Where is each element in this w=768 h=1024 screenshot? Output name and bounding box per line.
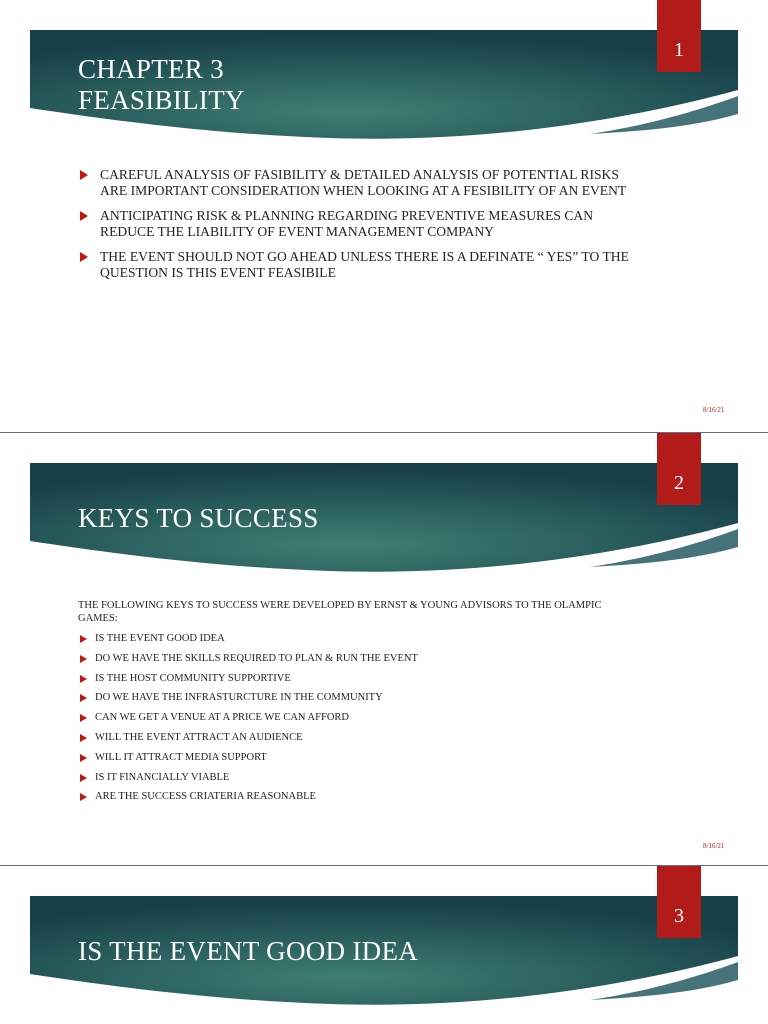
list-item: DO WE HAVE THE SKILLS REQUIRED TO PLAN & RUN THE EVENT — [78, 653, 638, 666]
list-item: IS THE EVENT GOOD IDEA — [78, 633, 638, 646]
slide-title: KEYS TO SUCCESS — [78, 503, 319, 533]
list-item: CAN WE GET A VENUE AT A PRICE WE CAN AFFORD — [78, 712, 638, 725]
list-item: CAREFUL ANALYSIS OF FASIBILITY & DETAILED ANALYSIS OF POTENTIAL RISKS ARE IMPORTANT CONSIDERATION WHEN LOOKING AT A FESIBILITY OF AN EVENT — [78, 167, 638, 199]
bullet-arrow-icon — [80, 734, 87, 742]
list-item: IS IT FINANCIALLY VIABLE — [78, 772, 638, 785]
list-item: WILL IT ATTRACT MEDIA SUPPORT — [78, 752, 638, 765]
slide-date: 8/16/21 — [703, 842, 725, 850]
bullet-arrow-icon — [80, 211, 88, 221]
slide-date: 8/16/21 — [703, 406, 725, 414]
list-item: ARE THE SUCCESS CRIATERIA REASONABLE — [78, 791, 638, 804]
bullet-list — [78, 633, 638, 811]
list-item: WILL THE EVENT ATTRACT AN AUDIENCE — [78, 732, 638, 745]
bullet-arrow-icon — [80, 754, 87, 762]
slide-3 — [0, 866, 768, 1024]
list-item: IS THE HOST COMMUNITY SUPPORTIVE — [78, 673, 638, 686]
list-item: DO WE HAVE THE INFRASTURCTURE IN THE COMMUNITY — [78, 692, 638, 705]
bullet-arrow-icon — [80, 675, 87, 683]
bullet-arrow-icon — [80, 252, 88, 262]
slide-number-tab: 1 — [657, 0, 701, 72]
slide-number-tab: 3 — [657, 866, 701, 938]
bullet-arrow-icon — [80, 694, 87, 702]
slide-number-tab: 2 — [657, 433, 701, 505]
bullet-arrow-icon — [80, 635, 87, 643]
slide-title: CHAPTER 3 FEASIBILITY — [78, 54, 245, 115]
bullet-arrow-icon — [80, 793, 87, 801]
bullet-arrow-icon — [80, 655, 87, 663]
bullet-list — [78, 167, 638, 290]
slide-2 — [0, 433, 768, 865]
bullet-arrow-icon — [80, 714, 87, 722]
list-item: THE EVENT SHOULD NOT GO AHEAD UNLESS THERE IS A DEFINATE “ YES” TO THE QUESTION IS THIS EVENT FEASIBILE — [78, 249, 638, 281]
bullet-arrow-icon — [80, 774, 87, 782]
intro-text: THE FOLLOWING KEYS TO SUCCESS WERE DEVELOPED BY ERNST & YOUNG ADVISORS TO THE OLAMPIC GAMES: — [78, 600, 602, 624]
slide-1 — [0, 0, 768, 432]
list-item: ANTICIPATING RISK & PLANNING REGARDING PREVENTIVE MEASURES CAN REDUCE THE LIABILITY OF EVENT MANAGEMENT COMPANY — [78, 208, 638, 240]
slide-title: IS THE EVENT GOOD IDEA — [78, 936, 419, 966]
bullet-arrow-icon — [80, 170, 88, 180]
